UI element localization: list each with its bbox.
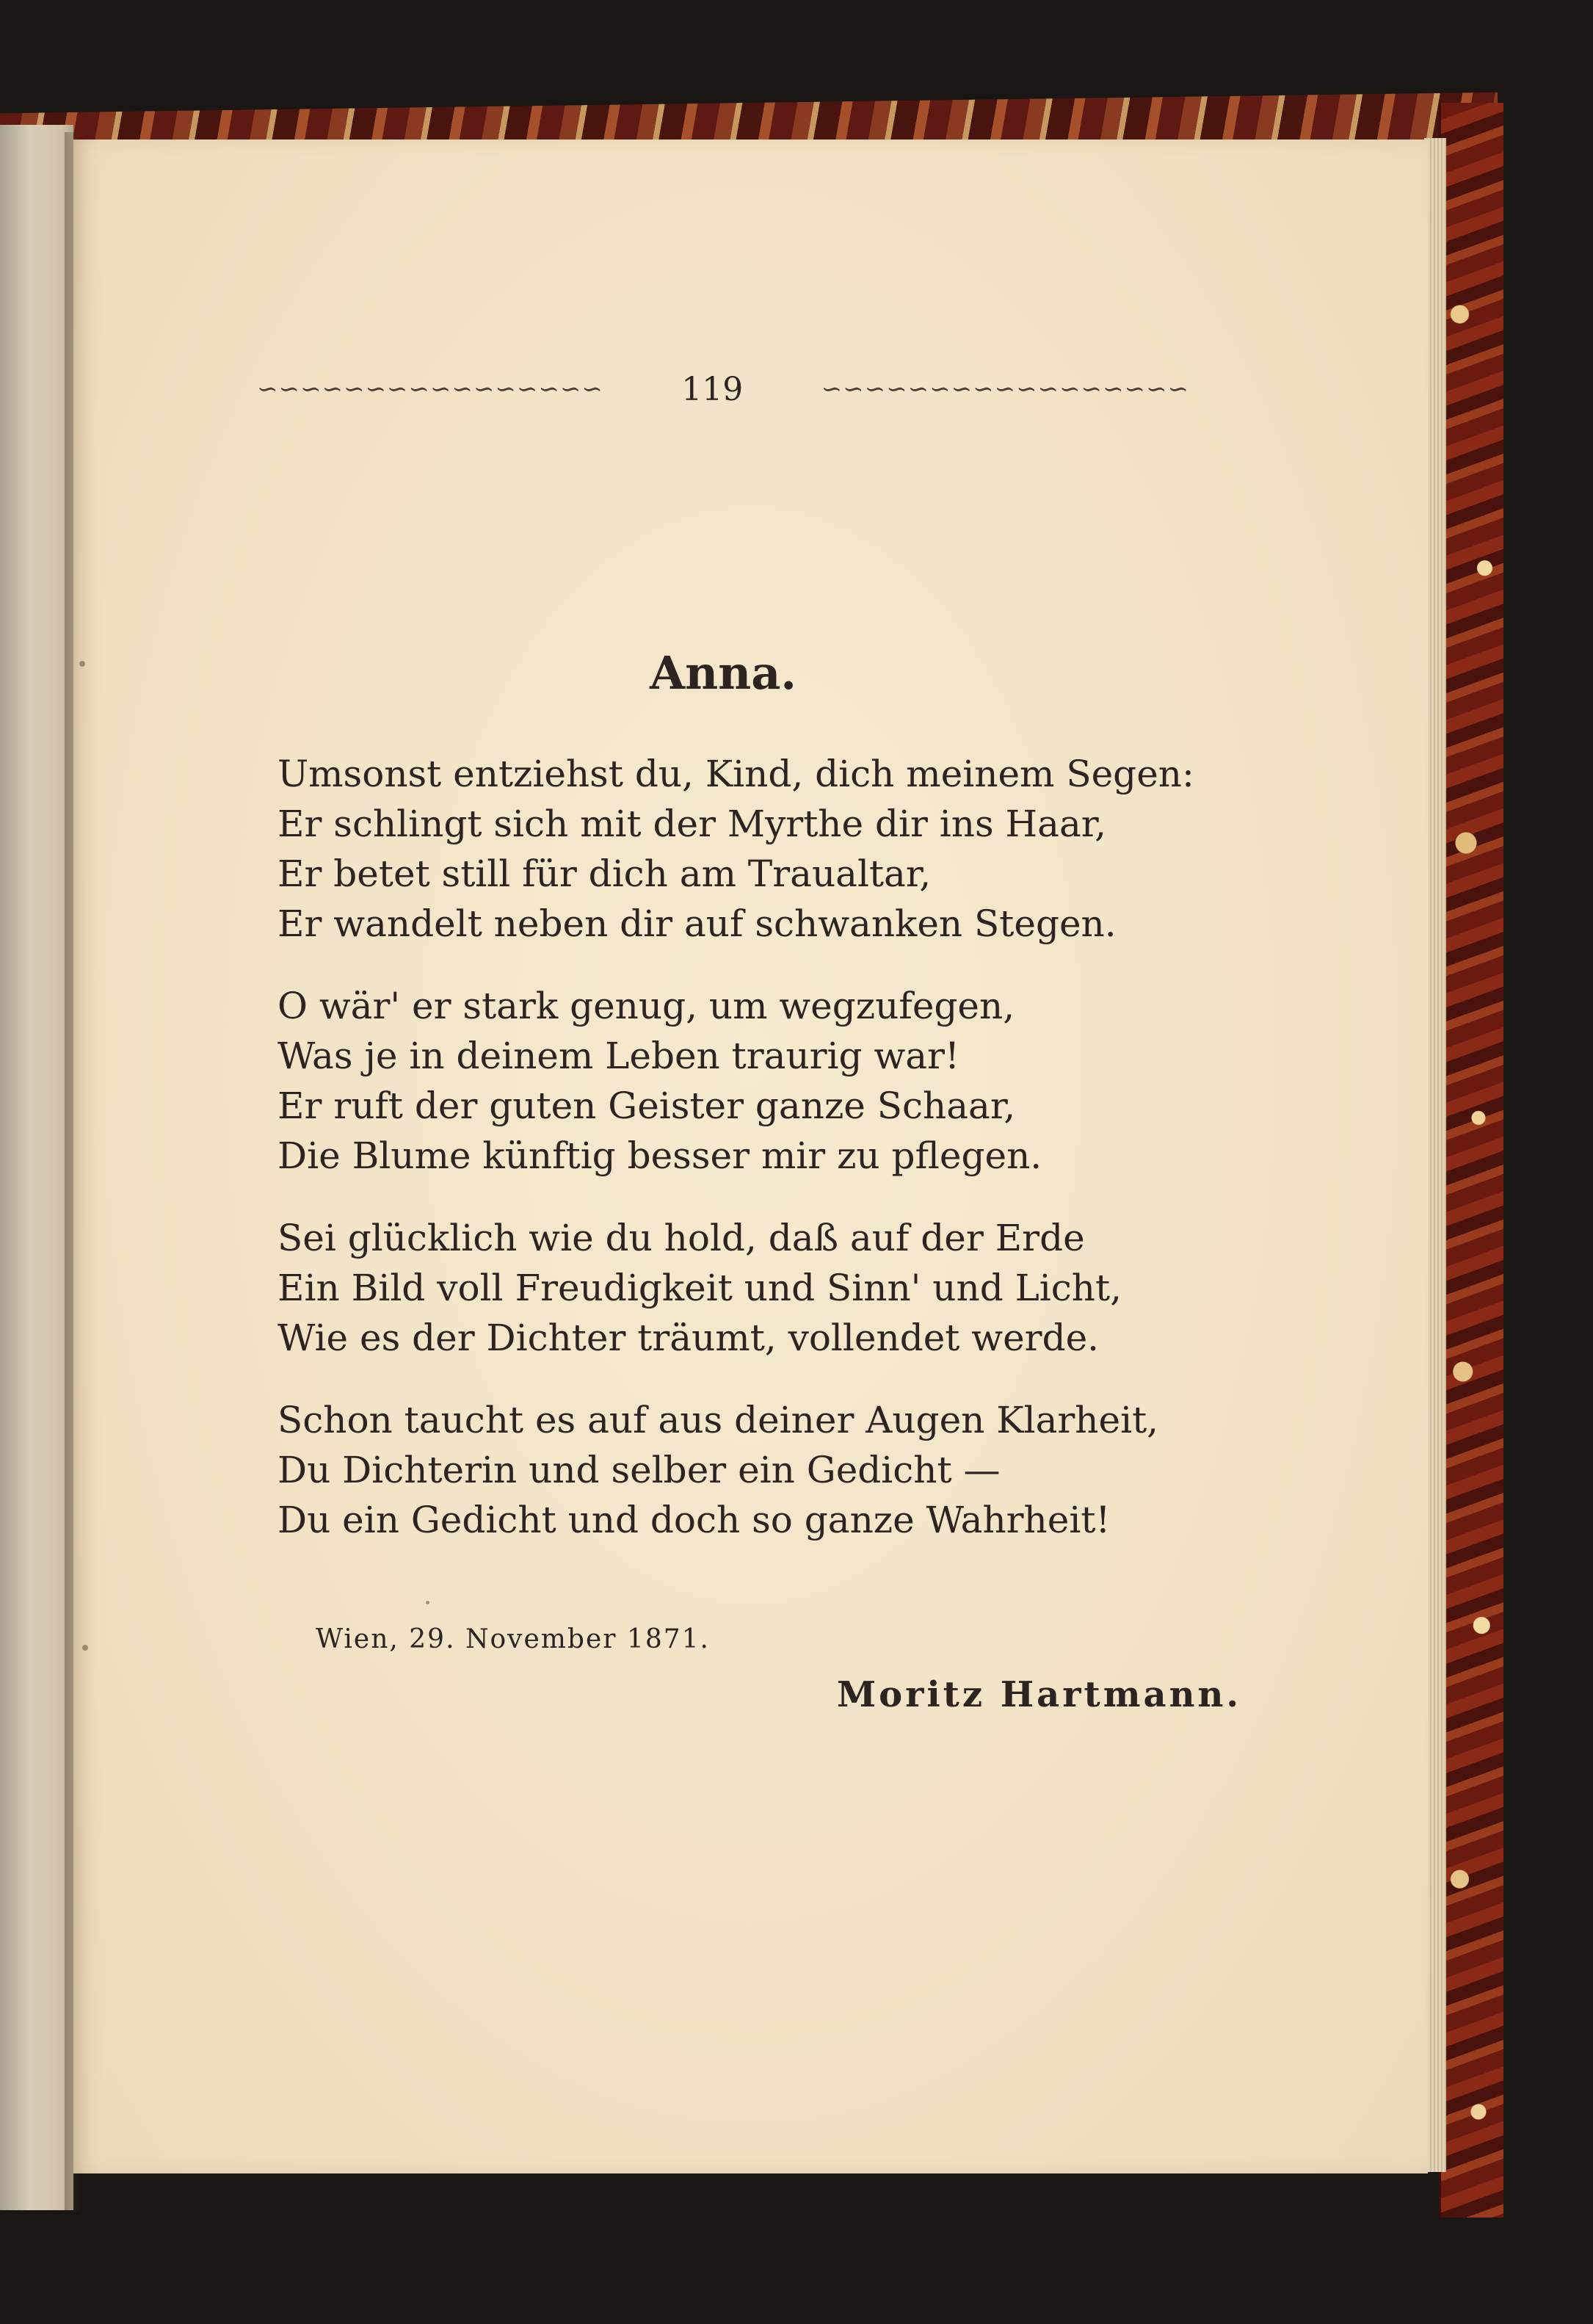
- poem-line: Sei glücklich wie du hold, daß auf der Erde: [277, 1217, 1085, 1259]
- stanza-1: [277, 749, 1202, 949]
- poem-line: Er betet still für dich am Traualtar,: [277, 853, 932, 895]
- stanza-4: [277, 1395, 1202, 1545]
- header-ornament-right: ∽∽∽∽∽∽∽∽∽∽∽∽∽∽∽∽∽: [821, 374, 1189, 404]
- poem-line: Ein Bild voll Freudigkeit und Sinn' und Licht,: [277, 1267, 1122, 1309]
- poem-line: Er wandelt neben dir auf schwanken Stegen.: [277, 902, 1117, 945]
- poem-line: Er schlingt sich mit der Myrthe dir ins Haar,: [277, 803, 1107, 845]
- author-signature: Moritz Hartmann.: [837, 1674, 1242, 1715]
- marbled-cover-edge: [1439, 103, 1503, 2218]
- poem-line: O wär' er stark genug, um wegzufegen,: [277, 985, 1015, 1027]
- poem-body: [277, 749, 1202, 1577]
- stanza-3: [277, 1213, 1202, 1363]
- header-ornament-left: ∽∽∽∽∽∽∽∽∽∽∽∽∽∽∽∽: [257, 374, 603, 404]
- poem-line: Du Dichterin und selber ein Gedicht —: [277, 1449, 1001, 1491]
- paper-blemish: [426, 1601, 429, 1604]
- poem-line: Er ruft der guten Geister ganze Schaar,: [277, 1085, 1016, 1127]
- poem-line: Wie es der Dichter träumt, vollendet werde.: [277, 1317, 1100, 1359]
- dateline: Wien, 29. November 1871.: [316, 1624, 710, 1654]
- facing-page-edge: [0, 125, 73, 2210]
- poem-line: Die Blume künftig besser mir zu pflegen.: [277, 1134, 1042, 1177]
- poem-line: Was je in deinem Leben traurig war!: [277, 1035, 960, 1077]
- page-number: 119: [681, 370, 744, 408]
- poem-title: Anna.: [649, 646, 797, 700]
- running-header: [257, 367, 1189, 411]
- poem-line: Schon taucht es auf aus deiner Augen Klarheit,: [277, 1399, 1159, 1441]
- paper-blemish: [82, 1645, 88, 1651]
- stanza-2: [277, 981, 1202, 1181]
- poem-line: Umsonst entziehst du, Kind, dich meinem Segen:: [277, 753, 1194, 795]
- poem-line: Du ein Gedicht und doch so ganze Wahrheit!: [277, 1499, 1111, 1541]
